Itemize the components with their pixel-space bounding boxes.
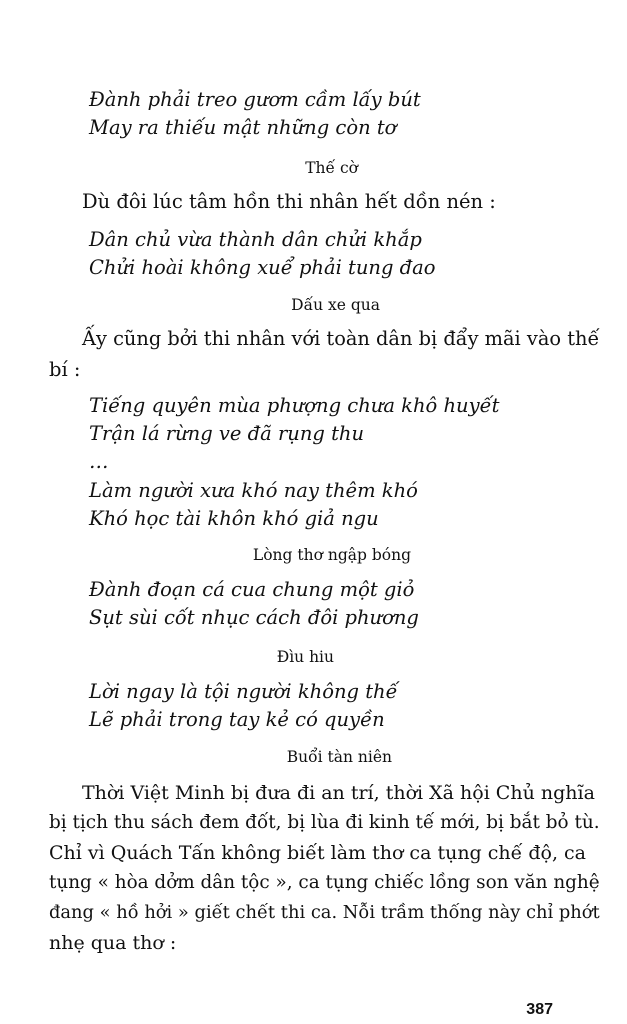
poem-line: Trận lá rừng ve đã rụng thu xyxy=(89,422,365,445)
poem-title: Dấu xe qua xyxy=(291,296,380,314)
poem-line: Đành đoạn cá cua chung một giỏ xyxy=(89,578,415,601)
prose-line: Chỉ vì Quách Tấn không biết làm thơ ca tụng chế độ, ca xyxy=(49,842,587,864)
poem-title: Đìu hiu xyxy=(276,648,334,666)
poem-line: Tiếng quyên mùa phượng chưa khô huyết xyxy=(89,394,500,417)
prose-line: Ấy cũng bởi thi nhân với toàn dân bị đẩy mãi vào thế xyxy=(82,327,600,350)
poem-line: Dân chủ vừa thành dân chửi khắp xyxy=(89,228,422,251)
poem-title: Lòng thơ ngập bóng xyxy=(252,546,411,564)
prose-line: bí : xyxy=(49,358,81,381)
poem-title: Thế cờ xyxy=(305,159,358,177)
prose-line: nhẹ qua thơ : xyxy=(49,932,177,954)
prose-line: Thời Việt Minh bị đưa đi an trí, thời Xã hội Chủ nghĩa xyxy=(82,782,595,804)
poem-line: Khó học tài khôn khó giả ngu xyxy=(89,507,379,530)
poem-line: Lời ngay là tội người không thế xyxy=(89,680,398,703)
prose-line: bị tịch thu sách đem đốt, bị lùa đi kinh tế mới, bị bắt bỏ tù. xyxy=(49,812,600,833)
poem-line: Đành phải treo gươm cầm lấy bút xyxy=(89,88,421,111)
poem-line: May ra thiếu mật những còn tơ xyxy=(89,116,397,139)
prose-line: Dù đôi lúc tâm hồn thi nhân hết dồn nén : xyxy=(82,190,496,213)
page-number: 387 xyxy=(526,1001,553,1018)
poem-line: Sụt sùi cốt nhục cách đôi phương xyxy=(89,606,419,629)
prose-line: tụng « hòa dởm dân tộc », ca tụng chiếc lồng son văn nghệ xyxy=(49,872,600,893)
poem-ellipsis: … xyxy=(89,450,109,473)
poem-title: Buổi tàn niên xyxy=(286,748,392,766)
poem-line: Chửi hoài không xuể phải tung đao xyxy=(89,256,436,279)
poem-line: Lẽ phải trong tay kẻ có quyền xyxy=(89,708,385,731)
poem-line: Làm người xưa khó nay thêm khó xyxy=(89,479,418,502)
prose-line: đang « hồ hởi » giết chết thi ca. Nỗi trầm thống này chỉ phớt xyxy=(49,902,600,923)
